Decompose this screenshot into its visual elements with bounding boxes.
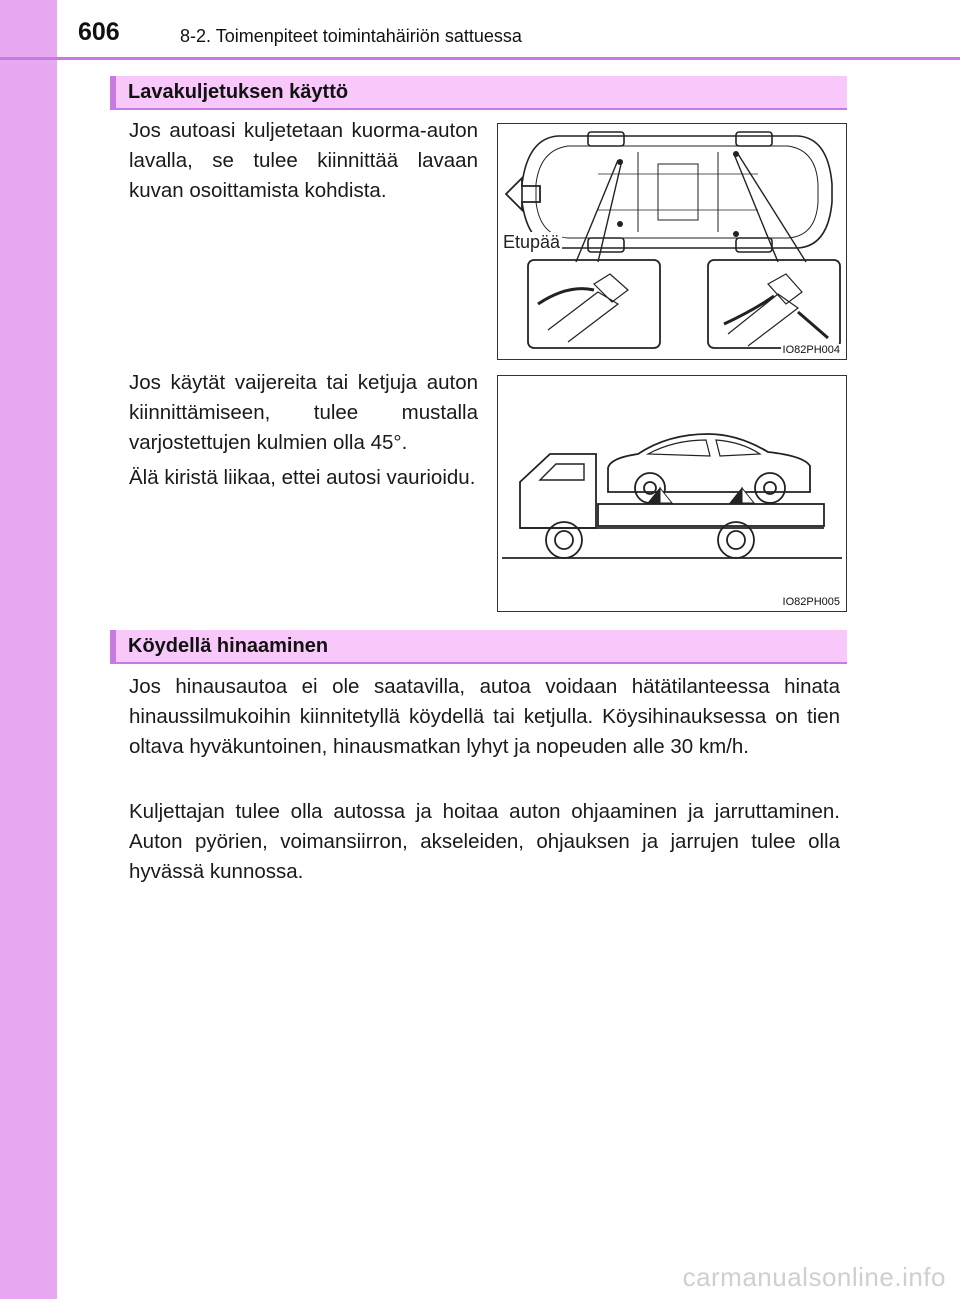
paragraph-cable-angle: Jos käytät vaijereita tai ketjuja auton kiinnittämiseen, tulee mustalla varjostettujen kulmien olla 45°.: [129, 371, 478, 454]
figure-code: IO82PH004: [782, 344, 840, 356]
chapter-title: 8-2. Toimenpiteet toimintahäiriön sattuessa: [180, 26, 522, 46]
section-title: Lavakuljetuksen käyttö: [128, 81, 349, 103]
watermark: carmanualsonline.info: [682, 1262, 946, 1292]
side-band: [0, 0, 57, 1299]
front-label: Etupää: [503, 232, 561, 252]
paragraph-transport-intro: Jos autoasi kuljetetaan kuorma-auton lavalla, se tulee kiinnittää lavaan kuvan osoittamista kohdista.: [129, 119, 478, 202]
paragraph-overtighten-warning: Älä kiristä liikaa, ettei autosi vaurioidu.: [129, 466, 476, 489]
page-number: 606: [78, 18, 120, 46]
figure-tie-down-points: [497, 123, 847, 360]
paragraph-rope-towing: Jos hinausautoa ei ole saatavilla, autoa voidaan hätätilanteessa hinata hinaussilmukoihin kiinnitetyllä köydellä tai ketjulla. Köysihinauksessa on tien oltava hyväkuntoinen, hinausmatkan lyhyt ja nopeuden alle 30 km/h.: [129, 675, 840, 758]
figure-car-on-truck: [497, 375, 847, 612]
section-title: Köydellä hinaaminen: [128, 635, 329, 657]
figure-code: IO82PH005: [782, 596, 840, 608]
section-heading-rope-towing: [110, 630, 847, 664]
header-rule: [0, 57, 960, 60]
truck-diagram: [498, 376, 846, 611]
paragraph-driver-requirements: Kuljettajan tulee olla autossa ja hoitaa auton ohjaaminen ja jarruttaminen. Auton pyörien, voimansiirron, akseleiden, ohjauksen ja jarrujen tulee olla hyvässä kunnossa.: [129, 800, 840, 883]
section-heading-transport: [110, 76, 847, 110]
